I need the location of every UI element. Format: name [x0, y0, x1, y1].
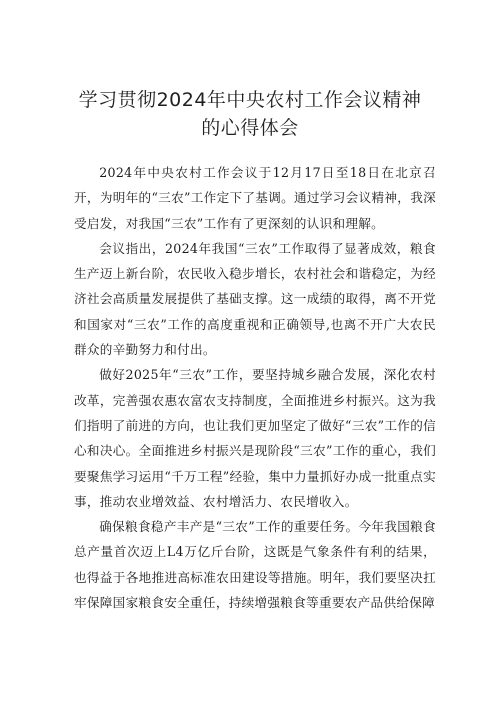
- paragraph: 做好2025年“三农”工作，要坚持城乡融合发展，深化农村改革，完善强农惠农富农支持制度，全面推进乡村振兴。这为我们指明了前进的方向，也让我们更加坚定了做好“三农”工作的信心和决心。全面推进乡村振兴是现阶段“三农”工作的重心，我们要聚焦学习运用“千万工程”经验，集中力量抓好办成一批重点实事，推动农业增效益、农村增活力、农民增收入。: [74, 367, 436, 509]
- paragraph: 2024年中央农村工作会议于12月17日至18日在北京召开，为明年的“三农”工作定下了基调。通过学习会议精神，我深受启发，对我国“三农”工作有了更深刻的认识和理解。: [74, 165, 436, 231]
- paragraph: 会议指出，2024年我国“三农”工作取得了显著成效，粮食生产迈上新台阶，农民收入稳步增长，农村社会和谐稳定，为经济社会高质量发展提供了基础支撑。这一成绩的取得，离不开党和国家对“三农”工作的高度重视和正确领导,也离不开广大农民群众的辛勤努力和付出。: [74, 240, 436, 358]
- document-body: [74, 160, 436, 615]
- document-title-line-2: 的心得体会: [201, 117, 299, 139]
- document-title-line-1: 学习贯彻2024年中央农村工作会议精神: [78, 89, 422, 111]
- paragraph: 确保粮食稳产丰产是“三农”工作的重要任务。今年我国粮食总产量首次迈上L4万亿斤台阶，这既是气象条件有利的结果，也得益于各地推进高标准农田建设等措施。明年，我们要坚决扛牢保障国家粮食安全重任，持续增强粮食等重要农产品供给保障: [74, 519, 436, 611]
